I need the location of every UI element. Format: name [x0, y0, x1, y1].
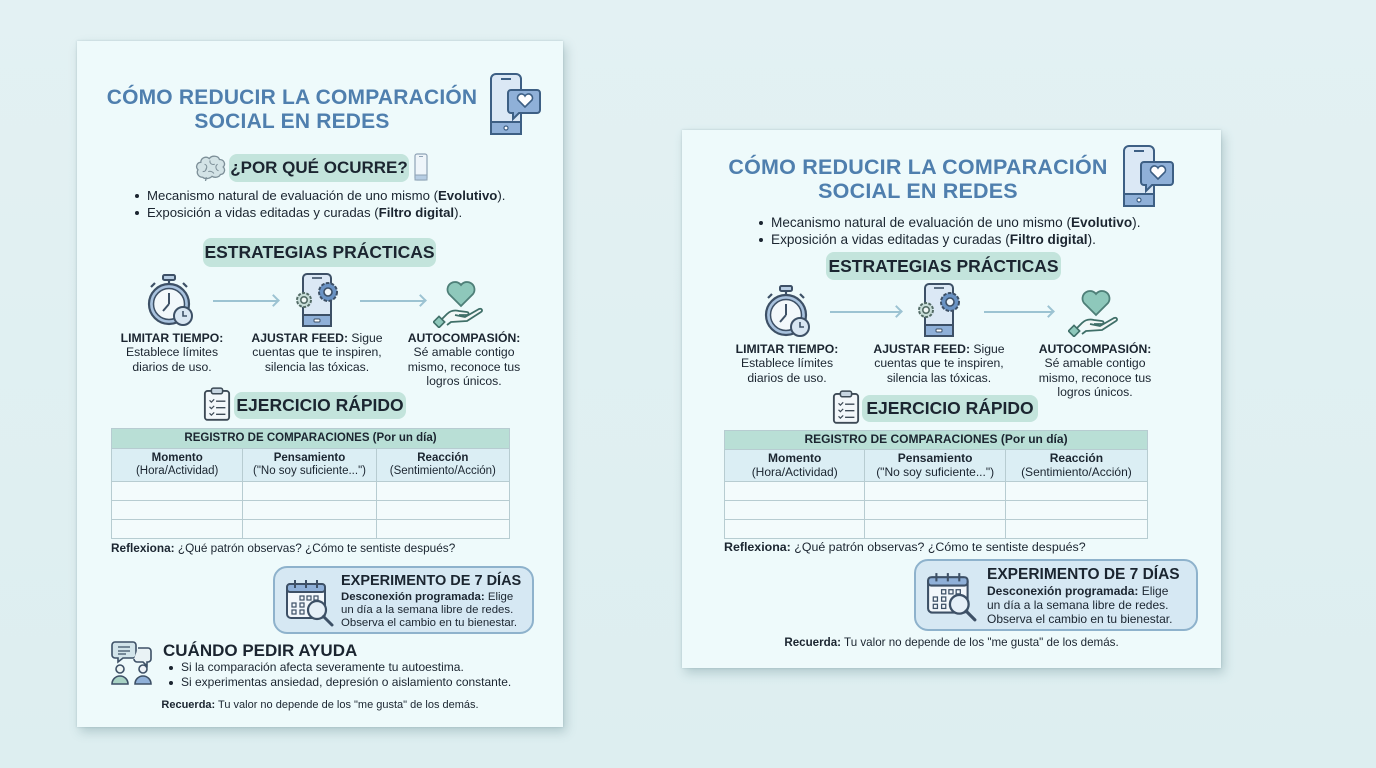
- experiment-text: Desconexión programada: Elige un día a la semana libre de redes. Observa el cambio en tu bienestar.: [341, 591, 518, 630]
- column-header-moment: Momento (Hora/Actividad): [725, 450, 865, 482]
- table-cell[interactable]: [865, 501, 1005, 520]
- why-bullet: Mecanismo natural de evaluación de uno mismo (Evolutivo).: [757, 214, 1140, 231]
- table-row: [112, 501, 510, 520]
- experiment-box: [273, 566, 534, 634]
- phone-gears-icon: [911, 282, 967, 338]
- flow-arrow: [360, 300, 424, 302]
- table-cell[interactable]: [376, 520, 509, 539]
- heart-hand-icon: [1068, 285, 1124, 337]
- brain-icon: [195, 153, 229, 181]
- phone-heart-message-icon: [1122, 144, 1174, 210]
- footer-reminder: Recuerda: Tu valor no depende de los "me gusta" de los demás.: [784, 636, 1119, 649]
- stopwatch-icon: [762, 285, 812, 339]
- page-title: [718, 155, 1118, 203]
- strategy-adjust-feed: AJUSTAR FEED: Sigue cuentas que te inspiren, silencia las tóxicas.: [251, 331, 383, 374]
- handout-page-right: [682, 130, 1221, 668]
- help-bullet: Si la comparación afecta severamente tu autoestima.: [167, 660, 511, 675]
- experiment-title: EXPERIMENTO DE 7 DÍAS: [987, 566, 1180, 583]
- table-caption: REGISTRO DE COMPARACIONES (Por un día): [725, 431, 1148, 450]
- phone-heart-message-icon: [489, 72, 541, 138]
- strategy-adjust-feed: AJUSTAR FEED: Sigue cuentas que te inspiren, silencia las tóxicas.: [873, 342, 1005, 385]
- table-cell[interactable]: [243, 501, 376, 520]
- table-cell[interactable]: [112, 501, 243, 520]
- table-row: [725, 501, 1148, 520]
- section-heading-help: CUÁNDO PEDIR AYUDA: [163, 641, 358, 660]
- why-bullet: Exposición a vidas editadas y curadas (Filtro digital).: [133, 204, 505, 221]
- stopwatch-icon: [145, 274, 195, 328]
- strategy-limit-time: LIMITAR TIEMPO: Establece límites diarios de uso.: [120, 331, 224, 374]
- flow-arrow: [830, 311, 900, 313]
- section-heading-strategies: ESTRATEGIAS PRÁCTICAS: [203, 238, 436, 267]
- help-bullets: [167, 660, 511, 690]
- page-title: [97, 86, 487, 133]
- table-cell[interactable]: [112, 482, 243, 501]
- comparison-log-table: [724, 430, 1148, 539]
- heart-hand-icon: [433, 276, 489, 328]
- column-header-thought: Pensamiento ("No soy suficiente..."): [243, 449, 376, 482]
- title-line-2: SOCIAL EN REDES: [818, 179, 1018, 204]
- reflection-prompt: Reflexiona: ¿Qué patrón observas? ¿Cómo te sentiste después?: [724, 540, 1086, 554]
- table-cell[interactable]: [1005, 520, 1147, 539]
- table-row: [112, 482, 510, 501]
- title-line-2: SOCIAL EN REDES: [194, 109, 390, 133]
- experiment-text: Desconexión programada: Elige un día a la semana libre de redes. Observa el cambio en tu bienestar.: [987, 584, 1173, 626]
- strategy-self-compassion: AUTOCOMPASIÓN: Sé amable contigo mismo, reconoce tus logros únicos.: [407, 331, 521, 388]
- why-bullets: [757, 214, 1140, 248]
- title-line-1: CÓMO REDUCIR LA COMPARACIÓN: [728, 155, 1108, 179]
- footer-reminder: Recuerda: Tu valor no depende de los "me gusta" de los demás.: [161, 699, 479, 711]
- handout-page-left: [77, 41, 563, 727]
- table-cell[interactable]: [725, 520, 865, 539]
- strategy-self-compassion: AUTOCOMPASIÓN: Sé amable contigo mismo, reconoce tus logros únicos.: [1038, 342, 1152, 399]
- table-cell[interactable]: [725, 482, 865, 501]
- table-caption: REGISTRO DE COMPARACIONES (Por un día): [112, 429, 510, 449]
- calendar-magnifier-icon: [926, 571, 978, 623]
- clipboard-checklist-icon: [832, 390, 860, 424]
- section-heading-strategies: ESTRATEGIAS PRÁCTICAS: [826, 252, 1061, 280]
- section-heading-exercise: EJERCICIO RÁPIDO: [234, 392, 406, 419]
- table-cell[interactable]: [865, 520, 1005, 539]
- section-heading-exercise: EJERCICIO RÁPIDO: [862, 395, 1038, 422]
- table-row: [725, 520, 1148, 539]
- why-bullet: Mecanismo natural de evaluación de uno mismo (Evolutivo).: [133, 187, 505, 204]
- table-cell[interactable]: [243, 520, 376, 539]
- comparison-log-table: [111, 428, 510, 539]
- table-cell[interactable]: [1005, 501, 1147, 520]
- phone-gears-icon: [289, 272, 345, 328]
- phone-icon: [414, 152, 428, 182]
- strategy-limit-time: LIMITAR TIEMPO: Establece límites diarios de uso.: [735, 342, 839, 385]
- table-cell[interactable]: [376, 501, 509, 520]
- table-cell[interactable]: [243, 482, 376, 501]
- calendar-magnifier-icon: [285, 578, 335, 628]
- clipboard-checklist-icon: [203, 387, 231, 421]
- why-bullets: [133, 187, 505, 221]
- column-header-reaction: Reacción (Sentimiento/Acción): [1005, 450, 1147, 482]
- flow-arrow: [213, 300, 277, 302]
- table-cell[interactable]: [376, 482, 509, 501]
- column-header-moment: Momento (Hora/Actividad): [112, 449, 243, 482]
- section-heading-why: ¿POR QUÉ OCURRE?: [229, 154, 409, 182]
- help-bullet: Si experimentas ansiedad, depresión o aislamiento constante.: [167, 675, 511, 690]
- table-cell[interactable]: [1005, 482, 1147, 501]
- experiment-box: [914, 559, 1198, 631]
- table-cell[interactable]: [112, 520, 243, 539]
- title-line-1: CÓMO REDUCIR LA COMPARACIÓN: [106, 86, 478, 109]
- column-header-thought: Pensamiento ("No soy suficiente..."): [865, 450, 1005, 482]
- people-chat-icon: [110, 640, 156, 686]
- flow-arrow: [984, 311, 1052, 313]
- experiment-title: EXPERIMENTO DE 7 DÍAS: [341, 573, 522, 589]
- why-bullet: Exposición a vidas editadas y curadas (Filtro digital).: [757, 231, 1140, 248]
- table-row: [112, 520, 510, 539]
- column-header-reaction: Reacción (Sentimiento/Acción): [376, 449, 509, 482]
- table-cell[interactable]: [725, 501, 865, 520]
- reflection-prompt: Reflexiona: ¿Qué patrón observas? ¿Cómo te sentiste después?: [111, 541, 456, 555]
- table-row: [725, 482, 1148, 501]
- table-cell[interactable]: [865, 482, 1005, 501]
